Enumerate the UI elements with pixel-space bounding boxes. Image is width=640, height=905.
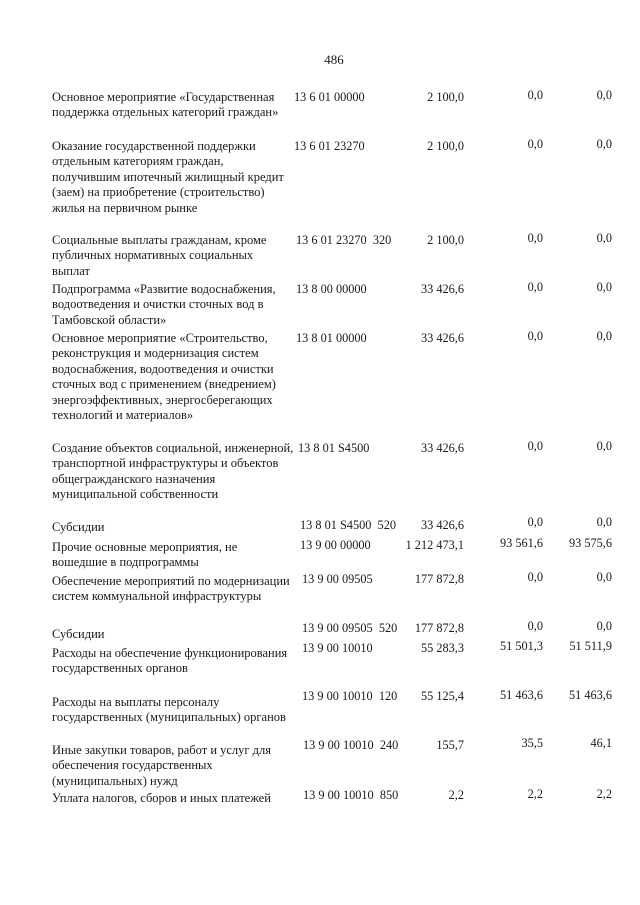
row-amount-1: 55 283,3 xyxy=(420,641,464,655)
row-code: 13 8 01 S4500 520 xyxy=(300,518,396,532)
row-amount-1: 33 426,6 xyxy=(420,331,464,345)
row-name: Субсидии xyxy=(52,520,105,534)
row-amount-3: 51 463,6 xyxy=(568,688,612,702)
row-name: Социальные выплаты гражданам, кроме публичных нормативных социальных выплат xyxy=(52,233,267,278)
row-amount-3: 0,0 xyxy=(596,619,612,633)
row-name: Подпрограмма «Развитие водоснабжения, водоотведения и очистки сточных вод в Тамбовской области» xyxy=(52,282,276,327)
row-amount-2: 0,0 xyxy=(527,570,543,584)
row-amount-1: 2 100,0 xyxy=(427,139,464,153)
row-amount-3: 0,0 xyxy=(596,88,612,102)
row-amount-2: 0,0 xyxy=(527,137,543,151)
row-amount-3: 0,0 xyxy=(596,329,612,343)
row-amount-2: 93 561,6 xyxy=(499,536,543,550)
page-number: 486 xyxy=(324,52,344,67)
row-amount-2: 51 501,3 xyxy=(499,639,543,653)
row-code: 13 6 01 00000 xyxy=(294,90,365,104)
row-amount-2: 0,0 xyxy=(527,515,543,529)
row-amount-3: 0,0 xyxy=(596,515,612,529)
row-amount-2: 2,2 xyxy=(527,787,543,801)
row-amount-1: 33 426,6 xyxy=(420,282,464,296)
row-amount-2: 35,5 xyxy=(521,736,543,750)
row-amount-3: 2,2 xyxy=(596,787,612,801)
row-amount-2: 0,0 xyxy=(527,280,543,294)
row-amount-1: 33 426,6 xyxy=(420,518,464,532)
row-amount-2: 0,0 xyxy=(527,329,543,343)
row-amount-2: 0,0 xyxy=(527,231,543,245)
row-amount-2: 0,0 xyxy=(527,619,543,633)
row-code: 13 9 00 09505 xyxy=(302,572,373,586)
row-name: Расходы на выплаты персоналу государственных (муниципальных) органов xyxy=(52,695,286,725)
row-amount-1: 1 212 473,1 xyxy=(405,538,464,552)
row-code: 13 9 00 10010 850 xyxy=(303,788,399,802)
row-amount-1: 155,7 xyxy=(436,738,464,752)
row-code: 13 9 00 10010 120 xyxy=(302,689,398,703)
row-amount-3: 0,0 xyxy=(596,231,612,245)
row-code: 13 9 00 10010 240 xyxy=(303,738,399,752)
row-name: Расходы на обеспечение функционирования государственных органов xyxy=(52,646,288,676)
row-code: 13 6 01 23270 xyxy=(294,139,365,153)
row-amount-1: 177 872,8 xyxy=(414,572,464,586)
row-name: Прочие основные мероприятия, не вошедшие в подпрограммы xyxy=(52,540,238,570)
row-name: Уплата налогов, сборов и иных платежей xyxy=(52,791,271,805)
row-name: Основное мероприятие «Строительство, реконструкция и модернизация систем водоснабжения, водоотведения и очистки сточных вод с применением (внедрением) энергоэффективных, энергосберегающих технологий и материалов» xyxy=(52,331,276,423)
row-name: Создание объектов социальной, инженерной, транспортной инфраструктуры и объектов общегражданского назначения муниципальной собственности xyxy=(52,441,294,502)
row-amount-2: 51 463,6 xyxy=(499,688,543,702)
row-amount-1: 33 426,6 xyxy=(420,441,464,455)
row-code: 13 6 01 23270 320 xyxy=(296,233,392,247)
row-code: 13 8 00 00000 xyxy=(296,282,367,296)
row-amount-3: 51 511,9 xyxy=(569,639,612,653)
row-name: Оказание государственной поддержки отдельным категориям граждан, получившим ипотечный жилищный кредит (заем) на приобретение (строительство) жилья на первичном рынке xyxy=(52,139,284,215)
row-code: 13 9 00 00000 xyxy=(300,538,371,552)
row-amount-1: 177 872,8 xyxy=(414,621,464,635)
row-code: 13 9 00 10010 xyxy=(302,641,373,655)
row-amount-1: 2 100,0 xyxy=(427,90,464,104)
row-amount-1: 2,2 xyxy=(448,788,464,802)
row-amount-3: 0,0 xyxy=(596,137,612,151)
row-amount-3: 0,0 xyxy=(596,439,612,453)
row-amount-2: 0,0 xyxy=(527,88,543,102)
row-amount-3: 0,0 xyxy=(596,280,612,294)
row-name: Иные закупки товаров, работ и услуг для обеспечения государственных (муниципальных) нужд xyxy=(52,743,272,788)
row-name: Обеспечение мероприятий по модернизации систем коммунальной инфраструктуры xyxy=(52,574,290,604)
row-code: 13 8 01 00000 xyxy=(296,331,367,345)
row-amount-2: 0,0 xyxy=(527,439,543,453)
row-amount-1: 55 125,4 xyxy=(420,689,464,703)
row-amount-3: 0,0 xyxy=(596,570,612,584)
row-amount-3: 93 575,6 xyxy=(568,536,612,550)
row-name: Основное мероприятие «Государственная поддержка отдельных категорий граждан» xyxy=(52,90,279,120)
row-code: 13 8 01 S4500 xyxy=(298,441,370,455)
row-name: Субсидии xyxy=(52,627,105,641)
row-code: 13 9 00 09505 520 xyxy=(302,621,398,635)
row-amount-1: 2 100,0 xyxy=(427,233,464,247)
row-amount-3: 46,1 xyxy=(590,736,612,750)
